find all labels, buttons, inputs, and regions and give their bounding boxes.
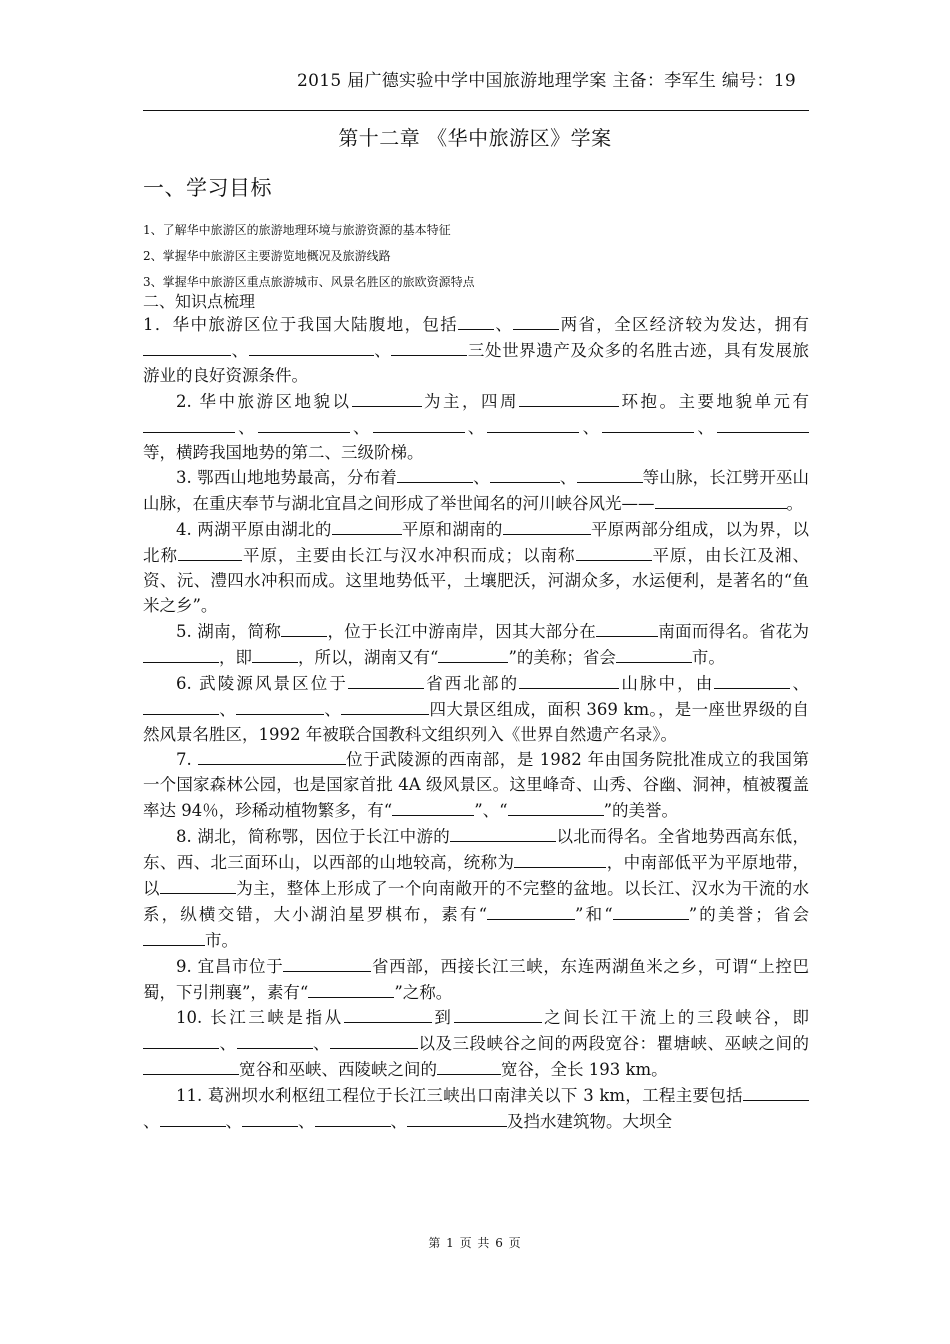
question-1: 1．华中旅游区位于我国大陆腹地，包括 、 两省，全区经济较为发达，拥有、 、 三处世界遗产及众多的名胜古迹，具有发展旅游业的良好资源条件。 bbox=[143, 312, 809, 389]
section-heading-knowledge: 二、知识点梳理 bbox=[143, 292, 256, 311]
goal-item: 1、了解华中旅游区的旅游地理环境与旅游资源的基本特征 bbox=[143, 223, 451, 237]
fill-blank[interactable] bbox=[352, 389, 422, 407]
fill-blank[interactable] bbox=[160, 1109, 226, 1127]
fill-blank[interactable] bbox=[242, 1109, 298, 1127]
fill-blank[interactable] bbox=[717, 415, 809, 433]
fill-blank[interactable] bbox=[487, 415, 579, 433]
fill-blank[interactable] bbox=[514, 850, 606, 868]
fill-blank[interactable] bbox=[407, 1109, 507, 1127]
fill-blank[interactable] bbox=[332, 517, 402, 535]
fill-blank[interactable] bbox=[454, 1005, 542, 1023]
fill-blank[interactable] bbox=[143, 1031, 219, 1049]
goal-item: 2、掌握华中旅游区主要游览地概况及旅游线路 bbox=[143, 249, 391, 263]
fill-blank[interactable] bbox=[714, 671, 790, 689]
fill-blank[interactable] bbox=[602, 415, 694, 433]
fill-blank[interactable] bbox=[330, 1031, 418, 1049]
question-11: 11. 葛洲坝水利枢纽工程位于长江三峡出口南津关以下 3 km，工程主要包括、 、 、 、 及挡水建筑物。大坝全 bbox=[143, 1083, 809, 1135]
question-4: 4. 两湖平原由湖北的 平原和湖南的 平原两部分组成，以为界，以北称 平原，主要由长江与汉水冲积而成；以南称 平原，由长江及湘、资、沅、澧四水冲积而成。这里地势低平，土壤肥沃，河湖众多，水运便利，是著名的“鱼米之乡”。 bbox=[143, 517, 809, 619]
fill-blank[interactable] bbox=[281, 619, 327, 637]
goal-item: 3、掌握华中旅游区重点旅游城市、风景名胜区的旅欧资源特点 bbox=[143, 275, 475, 289]
question-8: 8. 湖北，简称鄂，因位于长江中游的 以北而得名。全省地势西高东低，东、西、北三面环山，以西部的山地较高，统称为 ，中南部低平为平原地带，以 为主，整体上形成了一个向南敞开的不完整的盆地。以长江、汉水为干流的水系，纵横交错，大小湖泊星罗棋布，素有“ ”和“ ”的美誉；省会市。 bbox=[143, 824, 809, 954]
fill-blank[interactable] bbox=[437, 1057, 501, 1075]
fill-blank[interactable] bbox=[308, 980, 394, 998]
fill-blank[interactable] bbox=[236, 697, 324, 715]
fill-blank[interactable] bbox=[143, 1057, 239, 1075]
page-title: 第十二章 《华中旅游区》学案 bbox=[338, 126, 612, 150]
question-3: 3. 鄂西山地地势最高，分布着 、 、 等山脉，长江劈开巫山山脉，在重庆奉节与湖北宜昌之间形成了举世闻名的河川峡谷风光—— 。 bbox=[143, 465, 809, 517]
worksheet-body bbox=[143, 312, 809, 1135]
fill-blank[interactable] bbox=[344, 1005, 432, 1023]
fill-blank[interactable] bbox=[450, 824, 556, 842]
fill-blank[interactable] bbox=[258, 415, 350, 433]
page-header: 2015 届广德实验中学中国旅游地理学案 主备：李军生 编号：19 bbox=[296, 71, 796, 91]
fill-blank[interactable] bbox=[143, 645, 219, 663]
fill-blank[interactable] bbox=[143, 415, 235, 433]
fill-blank[interactable] bbox=[283, 954, 371, 972]
fill-blank[interactable] bbox=[577, 465, 643, 483]
fill-blank[interactable] bbox=[373, 415, 465, 433]
question-5: 5. 湖南，简称 ，位于长江中游南岸，因其大部分在 南面而得名。省花为，即 ，所以，湖南又有“ ”的美称；省会 市。 bbox=[143, 619, 809, 671]
fill-blank[interactable] bbox=[513, 312, 559, 330]
fill-blank[interactable] bbox=[198, 747, 346, 765]
fill-blank[interactable] bbox=[613, 902, 689, 920]
fill-blank[interactable] bbox=[438, 645, 508, 663]
fill-blank[interactable] bbox=[237, 1031, 313, 1049]
fill-blank[interactable] bbox=[596, 619, 658, 637]
fill-blank[interactable] bbox=[519, 671, 619, 689]
fill-blank[interactable] bbox=[397, 465, 473, 483]
fill-blank[interactable] bbox=[348, 671, 424, 689]
fill-blank[interactable] bbox=[143, 697, 219, 715]
fill-blank[interactable] bbox=[249, 338, 374, 356]
fill-blank[interactable] bbox=[178, 543, 242, 561]
fill-blank[interactable] bbox=[487, 902, 575, 920]
fill-blank[interactable] bbox=[503, 517, 591, 535]
question-6: 6. 武陵源风景区位于 省西北部的 山脉中，由 、、 、 四大景区组成，面积 369 km。，是一座世界级的自然风景名胜区，1992 年被联合国教科文组织列入《世界自然遗产名录》。 bbox=[143, 671, 809, 748]
fill-blank[interactable] bbox=[576, 543, 652, 561]
fill-blank[interactable] bbox=[391, 338, 467, 356]
question-10: 10. 长江三峡是指从 到 之间长江干流上的三段峡谷，即、 、 以及三段峡谷之间的两段宽谷：瞿塘峡、巫峡之间的宽谷和巫峡、西陵峡之间的 宽谷，全长 193 km。 bbox=[143, 1005, 809, 1083]
fill-blank[interactable] bbox=[616, 645, 692, 663]
section-heading-goals: 一、学习目标 bbox=[143, 176, 272, 200]
fill-blank[interactable] bbox=[519, 389, 619, 407]
fill-blank[interactable] bbox=[655, 491, 787, 509]
header-divider bbox=[143, 110, 809, 111]
fill-blank[interactable] bbox=[341, 697, 429, 715]
fill-blank[interactable] bbox=[315, 1109, 391, 1127]
fill-blank[interactable] bbox=[743, 1083, 809, 1101]
question-7: 7. 位于武陵源的西南部，是 1982 年由国务院批准成立的我国第一个国家森林公园，也是国家首批 4A 级风景区。这里峰奇、山秀、谷幽、洞神，植被覆盖率达 94％，珍稀动植物繁多，有“ ”、“ ”的美誉。 bbox=[143, 747, 809, 824]
fill-blank[interactable] bbox=[392, 798, 474, 816]
fill-blank[interactable] bbox=[508, 798, 604, 816]
fill-blank[interactable] bbox=[143, 928, 205, 946]
fill-blank[interactable] bbox=[143, 338, 231, 356]
fill-blank[interactable] bbox=[458, 312, 494, 330]
fill-blank[interactable] bbox=[490, 465, 560, 483]
fill-blank[interactable] bbox=[252, 645, 298, 663]
question-2: 2. 华中旅游区地貌以 为主，四周 环抱。主要地貌单元有、 、 、 、 、等，横跨我国地势的第二、三级阶梯。 bbox=[143, 389, 809, 466]
question-9: 9. 宜昌市位于 省西部，西接长江三峡，东连两湖鱼米之乡，可谓“上控巴蜀，下引荆襄”，素有“ ”之称。 bbox=[143, 954, 809, 1006]
fill-blank[interactable] bbox=[160, 876, 236, 894]
page-footer: 第 1 页 共 6 页 bbox=[428, 1236, 522, 1250]
goals-list bbox=[143, 221, 475, 299]
